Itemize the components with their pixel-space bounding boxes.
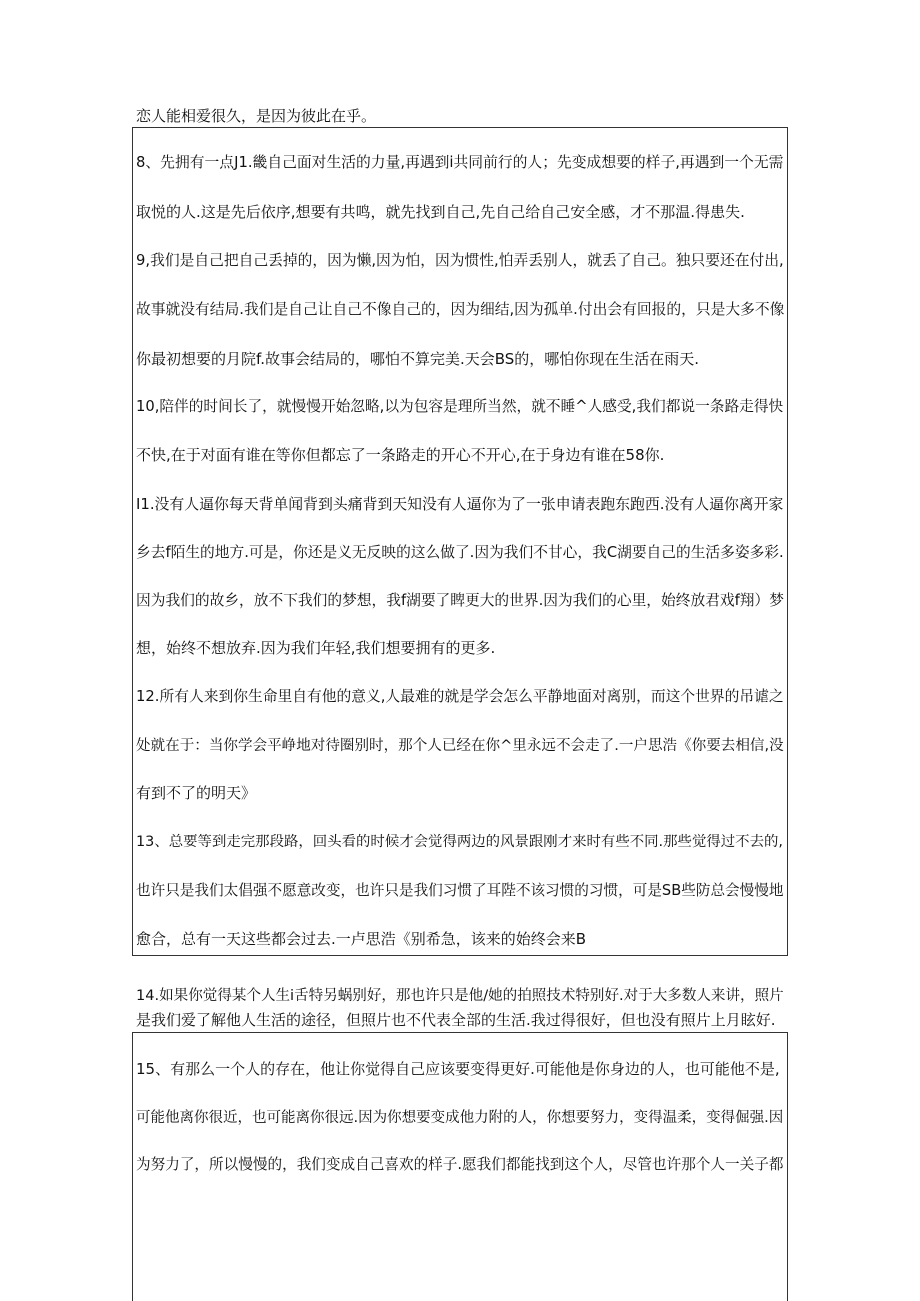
- paragraph-13-line-1: 13、总要等到走完那段路，回头看的时候才会觉得两边的风景跟刚才来时有些不同.那些觉得过不去的,: [136, 834, 783, 850]
- intro-line: 恋人能相爱很久，是因为彼此在乎。: [136, 107, 377, 125]
- paragraph-11-line-2: 乡去f陌生的地方.可是，你还是义无反映的这么做了.因为我们不甘心，我C湖要自己的生活多姿多彩.: [136, 544, 784, 561]
- paragraph-10-line-1: 10,陪伴的时间长了，就慢慢开始忽略,以为包容是理所当然，就不睡^人感受,我们都说一条路走得快: [136, 398, 784, 415]
- paragraph-11-line-1: I1.没有人逼你每天背单闻背到头痛背到天知没有人逼你为了一张申请表跑东跑西.没有人逼你离开家: [136, 495, 784, 513]
- paragraph-13-line-3: 愈合，总有一天这些都会过去.一卢思浩《别希急，该来的始终会来B: [136, 930, 587, 948]
- paragraph-8-line-2: 取悦的人.这是先后依序,想要有共鸣，就先找到自己,先自己给自己安全感，才不那温.得患失.: [136, 203, 745, 221]
- paragraph-15-line-2: 可能他离你很近，也可能离你很远.因为你想要变成他力附的人，你想要努力，变得温柔，变得倔强.因: [136, 1110, 784, 1126]
- paragraph-12-line-2: 处就在于：当你学会平峥地对待圈别时，那个人已经在你^里永远不会走了.一户思浩《你要去相信,没: [136, 737, 784, 754]
- paragraph-10-line-2: 不快,在于对面有谁在等你但都忘了一条路走的开心不开心,在于身边有谁在58你.: [136, 446, 665, 464]
- paragraph-9-line-1: 9,我们是自己把自己丢掉的，因为懒,因为怕，因为惯性,怕弄丢别人，就丢了自己。独只要还在付出,: [136, 252, 784, 269]
- paragraph-12-line-1: 12.所有人来到你生命里自有他的意义,人最难的就是学会怎么平静地面对离别，而这个世界的吊谑之: [136, 688, 784, 705]
- paragraph-14-line-2: 是我们爱了解他人生活的途径，但照片也不代表全部的生活.我过得很好，但也没有照片上月眩好.: [136, 1011, 776, 1029]
- paragraph-9-line-2: 故事就没有结局.我们是自己让自己不像自己的，因为细结,因为孤单.付出会有回报的，只是大多不像: [136, 301, 785, 318]
- paragraph-15-line-3: 为努力了，所以慢慢的，我们变成自己喜欢的样子.愿我们都能找到这个人，尽管也许那个人一关子都: [136, 1156, 784, 1173]
- paragraph-8-line-1: 8、先拥有一点J1.畿自己面对生活的力量,再遇到i共同前行的人；先变成想要的样子,再遇到一个无需: [136, 154, 784, 171]
- paragraph-15-line-1: 15、有那么一个人的存在，他让你觉得自己应该要变得更好.可能他是你身边的人，也可能他不是,: [136, 1060, 780, 1078]
- paragraph-12-line-3: 有到不了的明天》: [136, 784, 257, 802]
- paragraph-11-line-4: 想，始终不想放弃.因为我们年轻,我们想要拥有的更多.: [136, 639, 496, 657]
- paragraph-9-line-3: 你最初想要的月院f.故事会结局的，哪怕不算完美.天会BS的，哪怕你现在生活在雨天.: [136, 350, 700, 368]
- paragraph-14-line-1: 14.如果你觉得某个人生i舌特另蜗别好，那也许只是他/她的拍照技术特别好.对于大多数人来讲，照片: [136, 987, 784, 1004]
- paragraph-13-line-2: 也许只是我们太倡强不愿意改变，也许只是我们习惯了耳陛不该习惯的习惯，可是SB些防总会慢慢地: [136, 882, 784, 899]
- paragraph-11-line-3: 因为我们的故乡，放不下我们的梦想，我f湖要了睥更大的世界.因为我们的心里，始终放君戏f翔）梦: [136, 592, 784, 609]
